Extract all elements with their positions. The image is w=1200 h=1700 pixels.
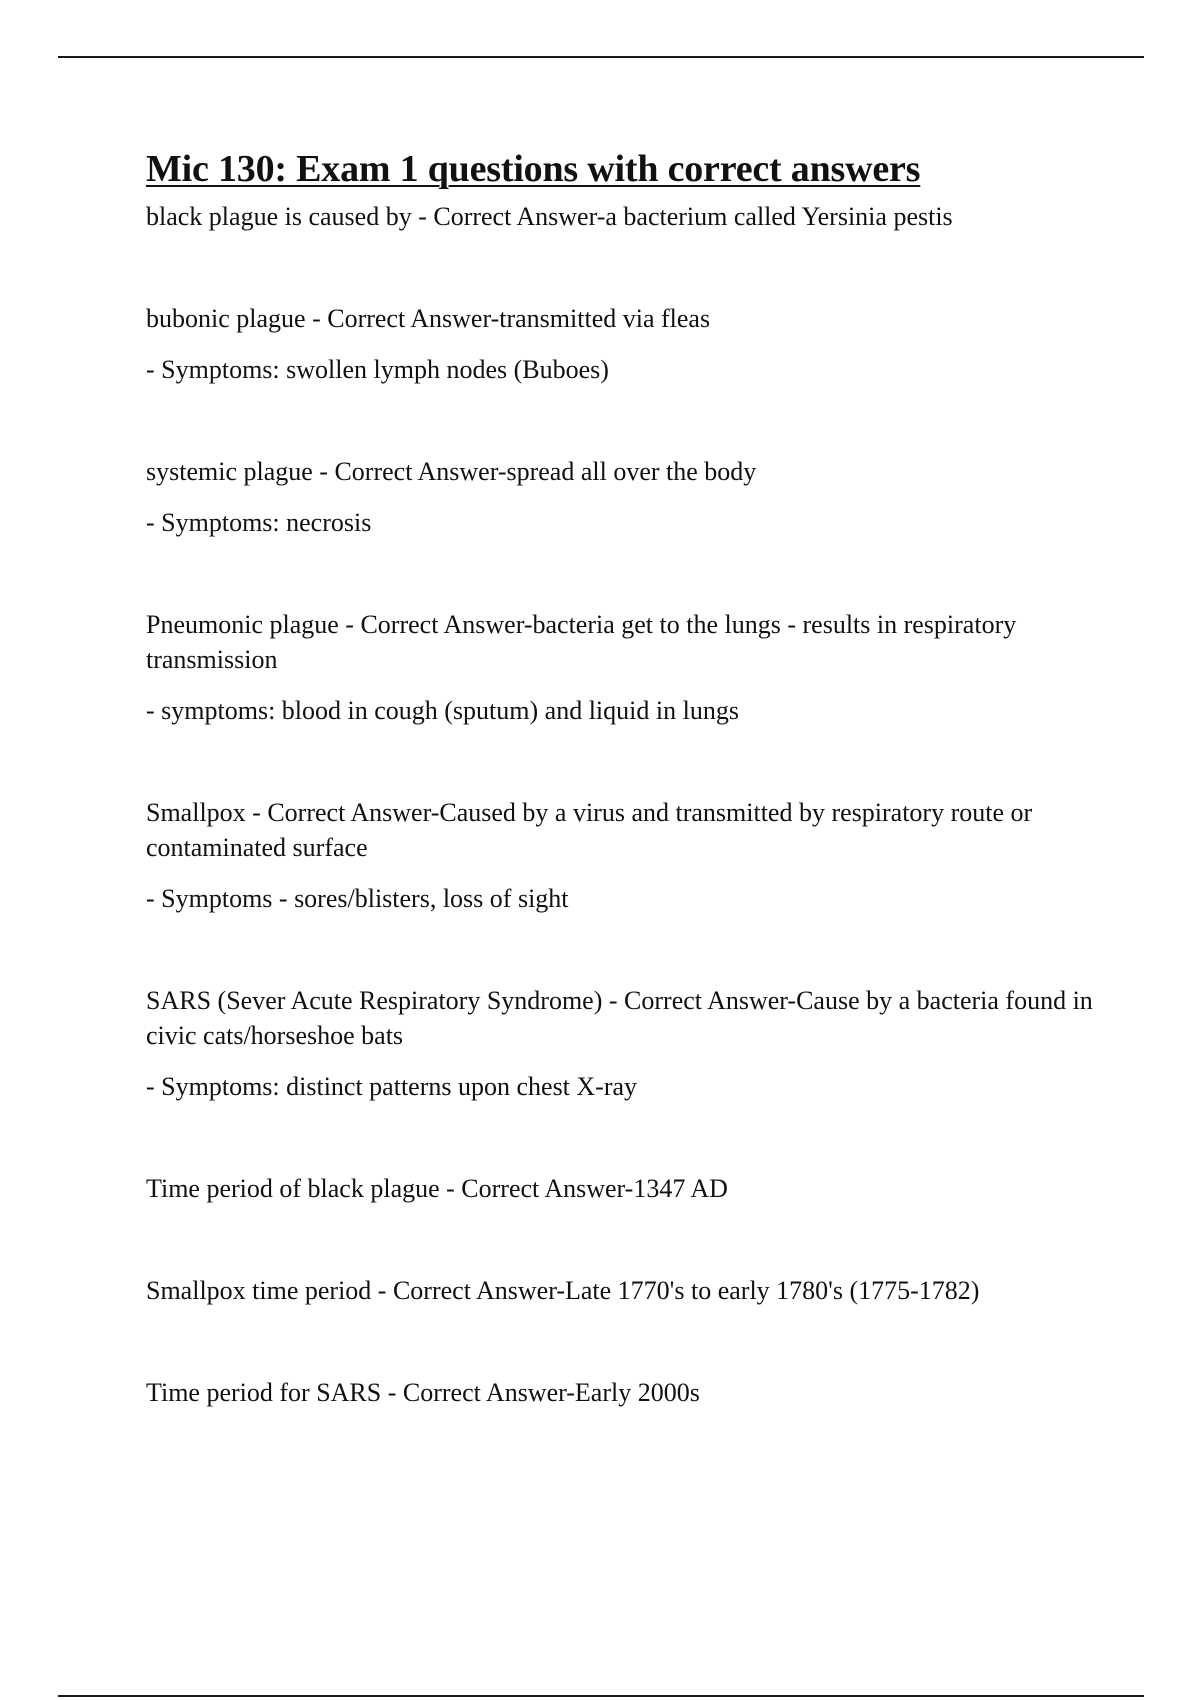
qa-item [146, 1375, 1096, 1410]
qa-list [146, 199, 1096, 1410]
header-rule [58, 56, 1144, 58]
document-title: Mic 130: Exam 1 questions with correct answers [146, 148, 921, 190]
qa-text: Smallpox time period - Correct Answer-Late 1770's to early 1780's (1775-1782) [146, 1276, 980, 1305]
footer-rule [58, 1695, 1144, 1697]
qa-text: systemic plague - Correct Answer-spread all over the body [146, 457, 757, 486]
qa-symptoms: - Symptoms: distinct patterns upon chest X-ray [146, 1072, 638, 1101]
qa-item [146, 454, 1096, 540]
qa-text: black plague is caused by - Correct Answer-a bacterium called Yersinia pestis [146, 202, 953, 231]
qa-symptoms: - Symptoms: swollen lymph nodes (Buboes) [146, 355, 609, 384]
qa-text: Pneumonic plague - Correct Answer-bacteria get to the lungs - results in respiratory transmission [146, 610, 1017, 674]
qa-text: SARS (Sever Acute Respiratory Syndrome) - Correct Answer-Cause by a bacteria found in civic cats/horseshoe bats [146, 986, 1093, 1050]
qa-item [146, 301, 1096, 387]
document-body [146, 145, 1096, 1410]
qa-symptoms: - symptoms: blood in cough (sputum) and liquid in lungs [146, 696, 739, 725]
qa-item [146, 1171, 1096, 1206]
qa-text: Time period of black plague - Correct Answer-1347 AD [146, 1174, 728, 1203]
qa-item [146, 607, 1096, 728]
qa-item [146, 795, 1096, 916]
qa-symptoms: - Symptoms - sores/blisters, loss of sight [146, 884, 569, 913]
qa-text: Time period for SARS - Correct Answer-Early 2000s [146, 1378, 700, 1407]
qa-item [146, 1273, 1096, 1308]
qa-symptoms: - Symptoms: necrosis [146, 508, 372, 537]
qa-text: Smallpox - Correct Answer-Caused by a virus and transmitted by respiratory route or contaminated surface [146, 798, 1033, 862]
qa-item [146, 199, 1096, 234]
qa-text: bubonic plague - Correct Answer-transmitted via fleas [146, 304, 711, 333]
qa-item [146, 983, 1096, 1104]
